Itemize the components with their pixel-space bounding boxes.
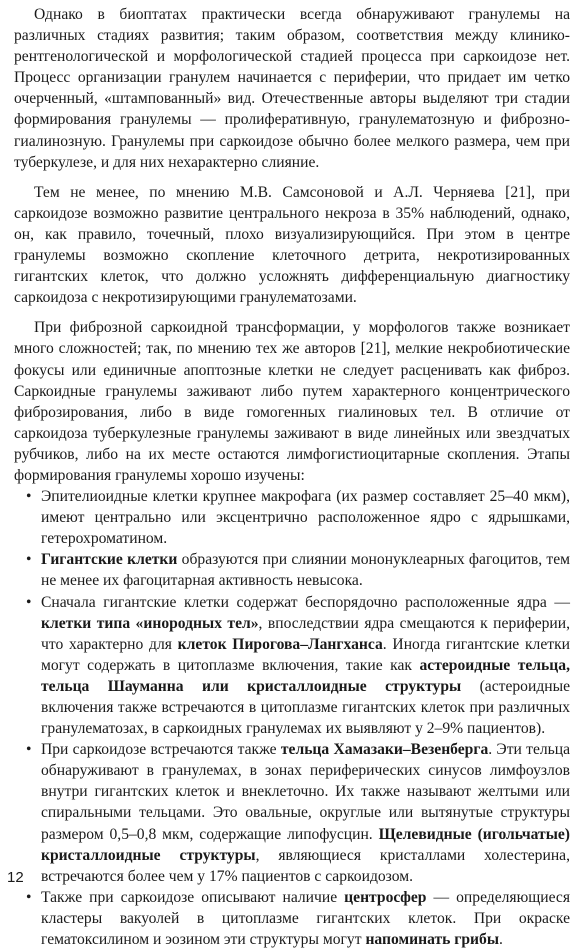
granuloma-stages-list [14,486,570,950]
list-item [14,739,570,887]
list-item-text: Сначала гигантские клетки содержат беспорядочно расположенные ядра — [41,593,570,611]
list-item-text: , впоследствии ядра смещаются к периферии, что характерно для [41,614,571,653]
list-item-text: образуются при слиянии мононуклеарных фагоцитов, тем не менее их фагоцитарная активность невысока. [41,551,570,590]
list-item-text: Эпителиоидные клетки крупнее макрофага (их размер составляет 25–40 мкм), имеют центрально или эксцентрично расположенное ядро с ядрышками, гетерохроматином. [41,488,570,548]
list-item [14,592,570,740]
page-number: 12 [7,869,24,886]
list-item-text: . Эти тельца обнаруживают в гранулемах, в зонах периферических синусов лимфоузлов внутри гигантских клеток и внеклеточно. Их также называют желтыми или спиральными тельцами. Это овальные, округлые или вытянутые структуры размером 0,5–0,8 мкм, содержащие липофусцин. [41,741,571,843]
term: клетки типа «инородных тел» [41,614,259,632]
list-item-text: . Иногда гигантские клетки могут содержать в цитоплазме включения, такие как [41,635,570,674]
list-item-text: (астероидные включения также встречаются в цитоплазме гигантских клеток при различных гранулематозах, в саркоидных гранулемах их выявляют у 2–9% пациентов). [41,677,570,738]
list-item-text: — определяющиеся кластеры вакуолей в цитоплазме гигантских клеток. При окраске гематоксилином и эозином эти структуры могут [41,888,570,949]
paragraph: При фиброзной саркоидной трансформации, у морфологов также возникает много сложностей; так, по мнению тех же авторов [21], мелкие некробиотические фокусы или единичные апоптозные клетки не следует расценивать как фиброз. Саркоидные гранулемы заживают либо путем характерного концентрического фиброзирования, либо в виде гомогенных гиалиновых тел. В отличие от саркоидоза туберкулезные гранулемы заживают в виде линейных или звездчатых рубчиков, либо на их месте остаются лимфогистиоцитарные скопления. Этапы формирования гранулемы хорошо изучены: [14,319,570,484]
list-item-text: Также при саркоидозе описывают наличие [41,888,345,906]
term: Щелевидные (игольчатые) кристаллоидные структуры [41,825,570,864]
list-item [14,549,570,591]
list-item [14,486,570,549]
term: клеток Пирогова–Лангханса [177,635,383,653]
list-item [14,887,570,950]
term: тельца Хамазаки–Везенберга [280,741,489,759]
term: астероидные тельца, тельца Шауманна или кристаллоидные структуры [41,656,570,695]
list-item-text: При саркоидозе встречаются также [41,741,281,759]
list-item-text: . [499,931,503,949]
paragraph: Тем не менее, по мнению М.В. Самсоновой и А.Л. Черняева [21], при саркоидозе возможно развитие центрального некроза в 35% наблюдений, однако, он, как правило, точечный, плохо визуализирующийся. При этом в центре гранулемы возможно скопление клеточного детрита, некротизированных гигантских клеток, что должно усложнять дифференциальную диагностику саркоидоза с некротизирующими гранулематозами. [14,183,570,307]
body-text [14,4,570,950]
list-item-text: , являющиеся кристаллами холестерина, встречаются более чем у 17% пациентов с саркоидозом. [41,846,570,885]
paragraph: Однако в биоптатах практически всегда обнаруживают гранулемы на различных стадиях развития; таким образом, соответствия между клинико-рентгенологической и морфологической стадией процесса при саркоидозе нет. Процесс организации гранулем начинается с периферии, что придает им четко очерченный, «штампованный» вид. Отечественные авторы выделяют три стадии формирования гранулемы — пролиферативную, гранулематозную и фиброзно-гиалинозную. Гранулемы при саркоидозе обычно более мелкого размера, чем при туберкулезе, и для них нехарактерно слияние. [14,6,570,171]
term: Гигантские клетки [41,551,178,569]
term: центросфер [344,888,427,906]
term: напоминать грибы [365,931,499,949]
